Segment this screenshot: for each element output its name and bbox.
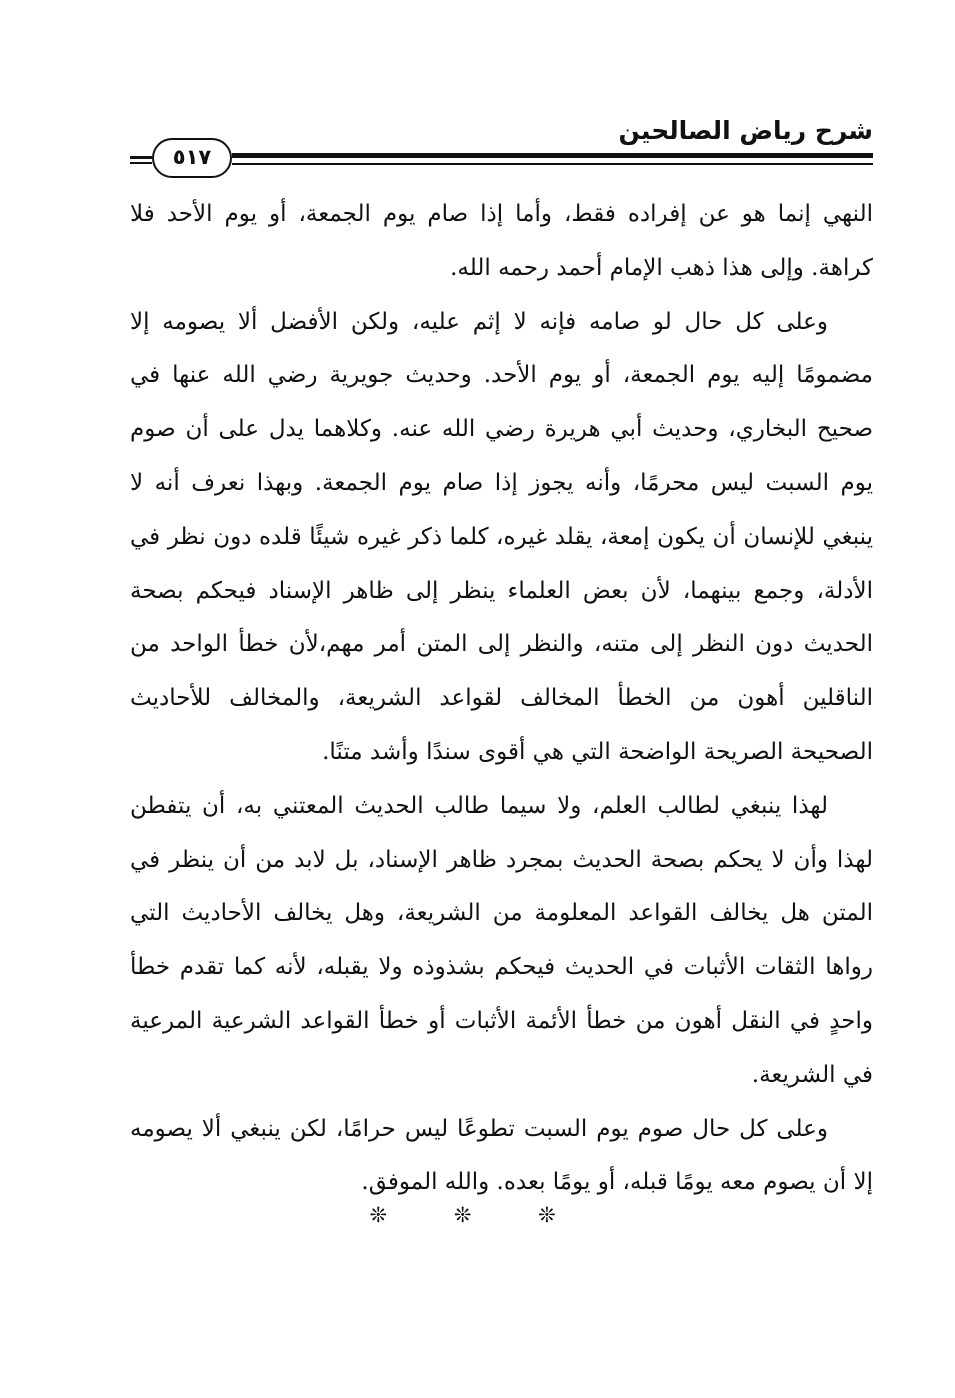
header-rule-thick: [232, 153, 873, 158]
section-separator: ❊ ❊ ❊: [369, 1203, 586, 1227]
body-text: [130, 188, 873, 1210]
paragraph: النهي إنما هو عن إفراده فقط، وأما إذا صام يوم الجمعة، أو يوم الأحد فلا كراهة. وإلى هذا ذهب الإمام أحمد رحمه الله.: [130, 201, 873, 281]
paragraph: وعلى كل حال صوم يوم السبت تطوعًا ليس حرامًا، لكن ينبغي ألا يصومه إلا أن يصوم معه يومًا قبله، أو يومًا بعده. والله الموفق.: [130, 1115, 873, 1196]
header-rule-thin: [232, 163, 873, 165]
paragraph: لهذا ينبغي لطالب العلم، ولا سيما طالب الحديث المعتني به، أن يتفطن لهذا وأن لا يحكم بصحة الحديث بمجرد ظاهر الإسناد، بل لابد من أن ينظر في المتن هل يخالف القواعد المعلومة من الشريعة، وهل يخالف الأحاديث التي رواها الثقات الأثبات في الحديث فيحكم بشذوذه ولا يقبله، لأنه كما تقدم خطأ واحدٍ في النقل أهون من خطأ الأئمة الأثبات أو خطأ القواعد الشرعية المرعية في الشريعة.: [130, 792, 873, 1088]
running-header-title: شرح رياض الصالحين: [618, 116, 873, 145]
header-tick: [130, 162, 152, 165]
paragraph: وعلى كل حال لو صامه فإنه لا إثم عليه، ولكن الأفضل ألا يصومه إلا مضمومًا إليه يوم الجمعة، أو يوم الأحد. وحديث جويرية رضي الله عنها في صحيح البخاري، وحديث أبي هريرة رضي الله عنه. وكلاهما يدل على أن صوم يوم السبت ليس محرمًا، وأنه يجوز إذا صام يوم الجمعة. وبهذا نعرف أنه لا ينبغي للإنسان أن يكون إمعة، يقلد غيره، كلما ذكر غيره شيئًا قلده دون نظر في الأدلة، وجمع بينهما، لأن بعض العلماء ينظر إلى ظاهر الإسناد فيحكم بصحة الحديث دون النظر إلى متنه، والنظر إلى المتن أمر مهم،لأن خطأ الواحد من الناقلين أهون من الخطأ المخالف لقواعد الشريعة، والمخالف للأحاديث الصحيحة الصريحة الواضحة التي هي أقوى سندًا وأشد متنًا.: [130, 308, 873, 765]
header-tick: [130, 156, 152, 159]
page-number: ٥١٧: [152, 138, 232, 178]
header-rule-ticks: [130, 156, 152, 167]
